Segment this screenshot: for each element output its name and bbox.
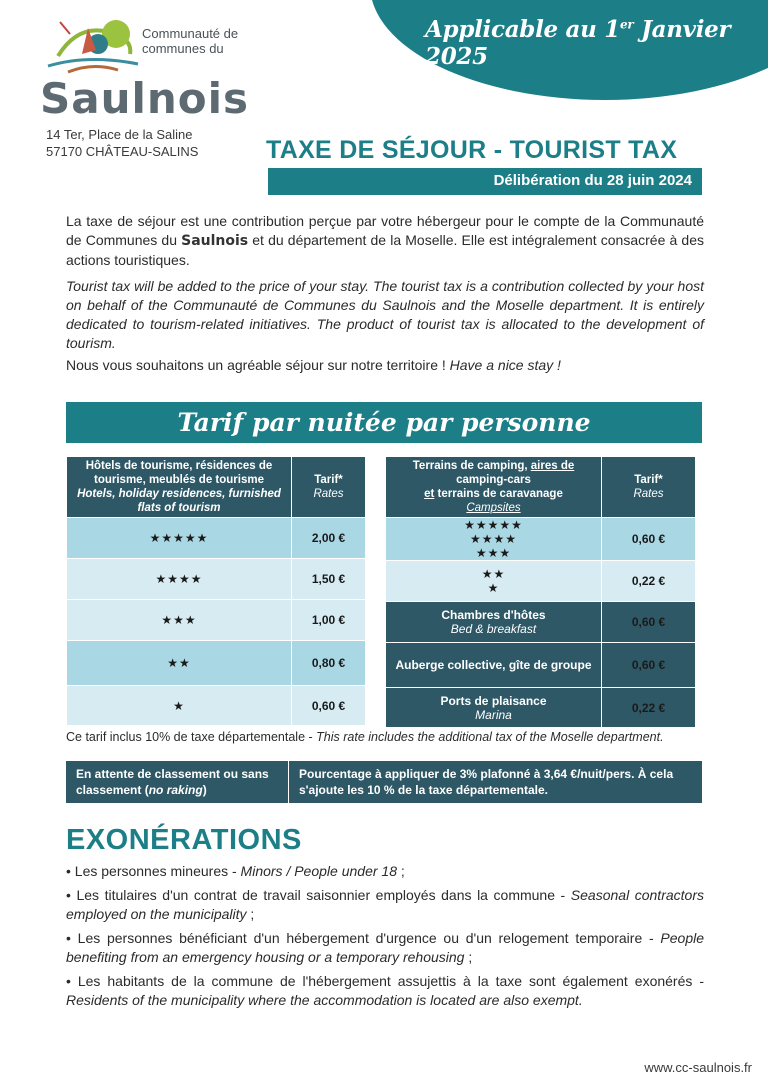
- table-row: ★ 0,60 €: [67, 686, 366, 726]
- unclassified-label: En attente de classement ou sans classement (no raking): [66, 761, 289, 803]
- tax-note: Ce tarif inclus 10% de taxe départementale - This rate includes the additional tax of the Moselle department.: [66, 730, 664, 744]
- exonerations-list: [66, 862, 704, 1015]
- logo-line2: communes du: [142, 41, 224, 56]
- table-row: Ports de plaisance Marina 0,22 €: [386, 688, 696, 728]
- page-title: TAXE DE SÉJOUR - TOURIST TAX: [266, 136, 678, 164]
- table-row: Chambres d'hôtes Bed & breakfast 0,60 €: [386, 602, 696, 643]
- address-line1: 14 Ter, Place de la Saline: [46, 127, 193, 142]
- logo-emblem: [38, 14, 148, 76]
- hotels-rate-table: [66, 456, 366, 726]
- campsites-header: Terrains de camping, aires de camping-cars et terrains de caravanage Campsites: [386, 457, 602, 518]
- deliberation-date: Délibération du 28 juin 2024: [493, 172, 692, 189]
- applicable-date: Applicable au 1er Janvier 2025: [425, 16, 731, 70]
- website-link[interactable]: www.cc-saulnois.fr: [644, 1060, 752, 1075]
- logo-line1: Communauté de: [142, 26, 239, 41]
- table-row: ★★ ★ 0,22 €: [386, 561, 696, 602]
- campsites-tarif-header: Tarif* Rates: [602, 457, 696, 518]
- intro-nice-stay: Nous vous souhaitons un agréable séjour sur notre territoire ! Have a nice stay !: [66, 357, 561, 373]
- exonerations-title: EXONÉRATIONS: [66, 824, 302, 856]
- campsites-rate-table: [385, 456, 696, 728]
- table-row: ★★★★★ ★★★★ ★★★ 0,60 €: [386, 518, 696, 561]
- table-row: ★★★★ 1,50 €: [67, 559, 366, 600]
- table-row: ★★★ 1,00 €: [67, 600, 366, 641]
- intro-french: La taxe de séjour est une contribution perçue par votre hébergeur pour le compte de la Communauté de Communes du Saulnois et du département de la Moselle. Elle est intégralement consacrée à des actions touristiques.: [66, 213, 704, 268]
- address: [46, 126, 198, 160]
- saulnois-logo: [38, 14, 258, 124]
- deliberation-bar: [268, 168, 702, 195]
- table-row: Auberge collective, gîte de groupe 0,60 €: [386, 643, 696, 688]
- logo-word: Saulnois: [40, 74, 250, 123]
- list-item: • Les personnes bénéficiant d'un hébergement d'urgence ou d'un relogement temporaire - People benefiting from an emergency housing or a temporary rehousing ;: [66, 930, 704, 965]
- hotels-tarif-header: Tarif* Rates: [292, 457, 366, 518]
- table-row: ★★ 0,80 €: [67, 641, 366, 686]
- unclassified-rate-box: [66, 761, 702, 803]
- intro-english: Tourist tax will be added to the price of your stay. The tourist tax is a contribution collected by your host on behalf of the Communauté de Communes du Saulnois and the Moselle department. It is entirely dedicated to tourism-related initiatives. The product of tourist tax is allocated to the development of tourism.: [66, 278, 704, 351]
- list-item: • Les titulaires d'un contrat de travail saisonnier employés dans la commune - Seasonal contractors employed on the municipality ;: [66, 887, 704, 922]
- unclassified-rule: Pourcentage à appliquer de 3% plafonné à 3,64 €/nuit/pers. À cela s'ajoute les 10 % de la taxe départementale.: [299, 767, 674, 797]
- tarif-title: Tarif par nuitée par personne: [177, 408, 591, 437]
- table-row: ★★★★★ 2,00 €: [67, 518, 366, 559]
- list-item: • Les habitants de la commune de l'hébergement assujettis à la taxe sont également exonérés - Residents of the municipality where the accommodation is located are also exempt.: [66, 973, 704, 1008]
- hotels-header: Hôtels de tourisme, résidences de tourisme, meublés de tourisme Hotels, holiday residences, furnished flats of tourism: [67, 457, 292, 518]
- tarif-heading-bar: [66, 402, 702, 443]
- address-line2: 57170 CHÂTEAU-SALINS: [46, 144, 199, 159]
- list-item: • Les personnes mineures - Minors / People under 18 ;: [66, 863, 405, 879]
